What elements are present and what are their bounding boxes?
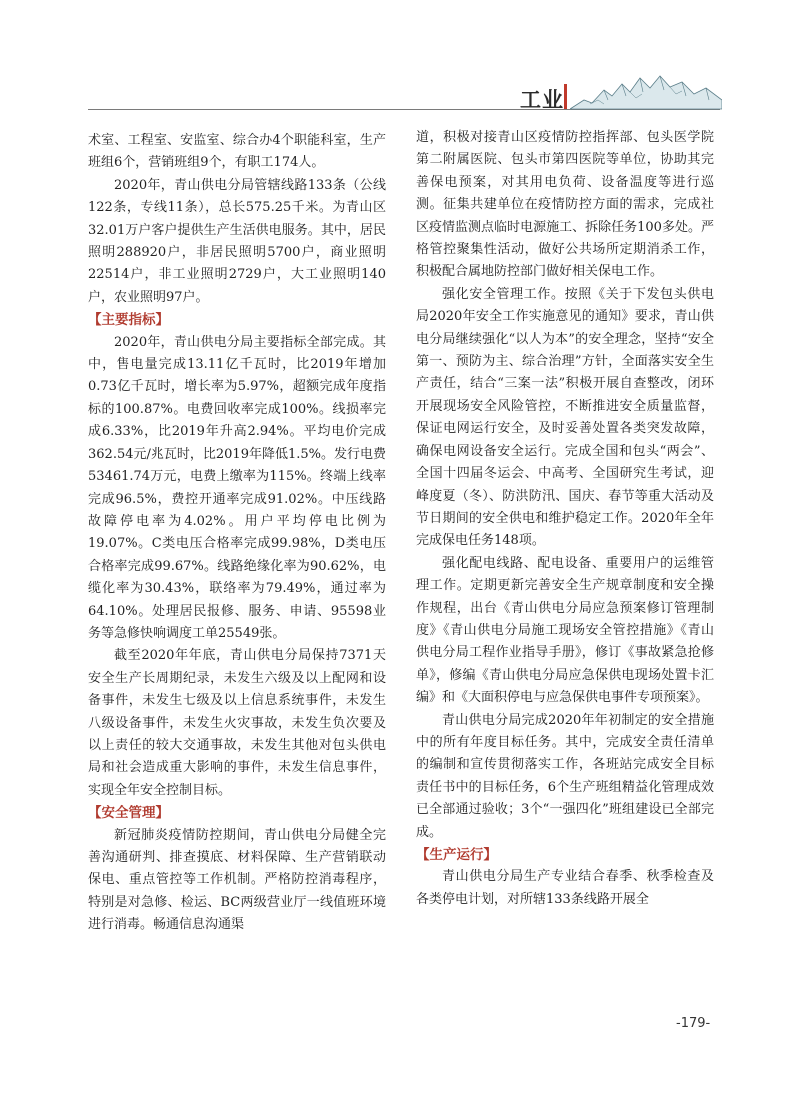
left-column	[88, 130, 386, 937]
page-number: -179-	[676, 1016, 711, 1031]
paragraph: 截至2020年年底，青山供电分局保持7371天安全生产长周期纪录，未发生六级及以上配网和设备事件，未发生七级及以上信息系统事件，未发生八级设备事件，未发生火灾事故，未发生负次要及以上责任的较大交通事故，未发生其他对包头供电局和社会造成重大影响的事件，未发生信息事件，实现全年安全控制目标。	[88, 648, 386, 798]
paragraph: 青山供电分局生产专业结合春季、秋季检查及各类停电计划，对所辖133条线路开展全	[416, 869, 714, 907]
right-column	[416, 127, 714, 911]
section-heading-production-operation: 【生产运行】	[416, 847, 497, 863]
paragraph: 强化配电线路、配电设备、重要用户的运维管理工作。定期更新完善安全生产规章制度和安全操作规程，出台《青山供电分局应急预案修订管理制度》《青山供电分局施工现场安全管控措施》《青山供电分局工程作业指导手册》，修订《事故紧急抢修单》，修编《青山供电分局应急保供电现场处置卡汇编》和《大面积停电与应急保供电事件专项预案》。	[416, 555, 714, 706]
header-accent-bar	[564, 84, 567, 109]
paragraph: 2020年，青山供电分局主要指标全部完成。其中，售电量完成13.11亿千瓦时，比2019年增加0.73亿千瓦时，增长率为5.97%，超额完成年度指标的100.87%。电费回收率完成100%。线损率完成6.33%，比2019年升高2.94%。平均电价完成362.54元/兆瓦时，比2019年降低1.5%。发行电费53461.74万元，电费上缴率为115%。终端上线率完成96.5%，费控开通率完成91.02%。中压线路故障停电率为4.02%。用户平均停电比例为19.07%。C类电压合格率完成99.98%，D类电压合格率完成99.67%。线路绝缘化率为90.62%，电缆化率为30.43%，联络率为79.49%，通过率为64.10%。处理居民报修、服务、申请、95598业务等急修快响调度工单25549张。	[88, 334, 386, 641]
paragraph: 青山供电分局完成2020年年初制定的安全措施中的所有年度目标任务。其中，完成安全责任清单的编制和宣传贯彻落实工作，各班站完成安全目标责任书中的目标任务，6个生产班组精益化管理成效已全部通过验收；3个“一强四化”班组建设已全部完成。	[416, 712, 714, 840]
paragraph: 强化安全管理工作。按照《关于下发包头供电局2020年安全工作实施意见的通知》要求，青山供电分局继续强化“以人为本”的安全理念，坚持“安全第一、预防为主、综合治理”方针，全面落实安全生产责任，结合“三案一法”积极开展自查整改，闭环开展现场安全风险管控，不断推进安全质量监督，保证电网运行安全，及时妥善处置各类突发故障，确保电网设备安全运行。完成全国和包头“两会”、全国十四届冬运会、中高考、全国研究生考试，迎峰度夏（冬）、防洪防汛、国庆、春节等重大活动及节日期间的安全供电和维护稳定工作。2020年全年完成保电任务148项。	[416, 286, 714, 549]
paragraph: 道，积极对接青山区疫情防控指挥部、包头医学院第二附属医院、包头市第四医院等单位，协助其完善保电预案，对其用电负荷、设备温度等进行巡测。征集共建单位在疫情防控方面的需求，完成社区疫情监测点临时电源施工、拆除任务100多处。严格管控聚集性活动，做好公共场所定期消杀工作，积极配合属地防控部门做好相关保电工作。	[416, 130, 714, 280]
paragraph: 2020年，青山供电分局管辖线路133条（公线122条，专线11条），总长575.25千米。为青山区32.01万户客户提供生产生活供电服务。其中，居民照明288920户，非居民照明5700户，商业照明22514户，非工业照明2729户，大工业照明140户，农业照明97户。	[88, 177, 386, 305]
section-label: 工业	[520, 88, 564, 112]
mountain-icon	[570, 70, 722, 110]
paragraph: 新冠肺炎疫情防控期间，青山供电分局健全完善沟通研判、排查摸底、材料保障、生产营销联动保电、重点管控等工作机制。严格防控消毒程序，特别是对急修、检运、BC两级营业厅一线值班环境进行消毒。畅通信息沟通渠	[88, 827, 386, 933]
section-heading-safety-management: 【安全管理】	[88, 805, 169, 822]
paragraph: 术室、工程室、安监室、综合办4个职能科室，生产班组6个，营销班组9个，有职工174人。	[88, 133, 386, 171]
section-heading-main-indicators: 【主要指标】	[88, 312, 169, 329]
